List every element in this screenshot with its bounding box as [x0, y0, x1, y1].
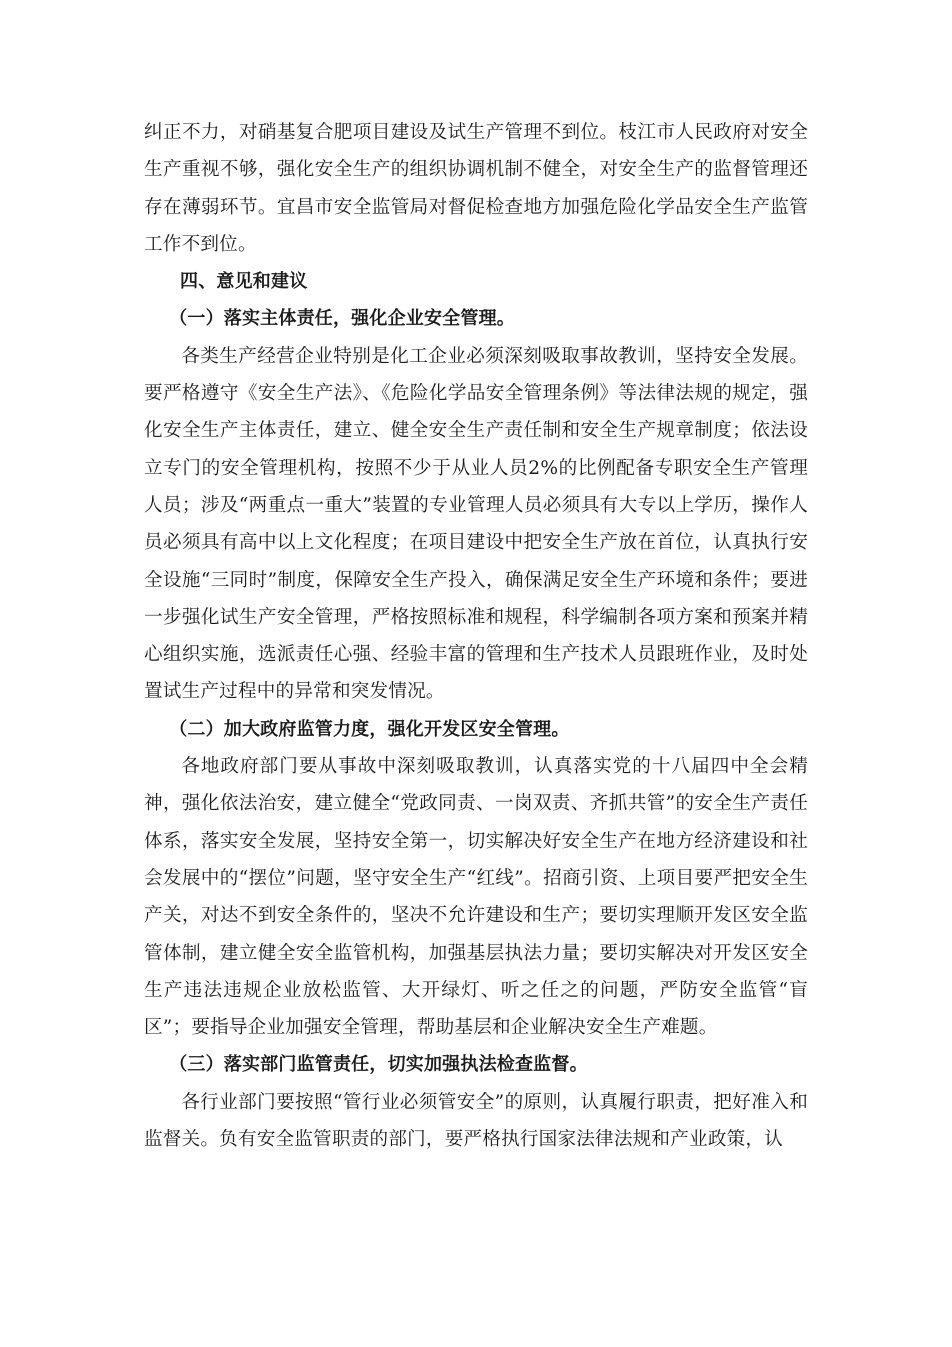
paragraph-enterprise-responsibility: 各类生产经营企业特别是化工企业必须深刻吸取事故教训，坚持安全发展。要严格遵守《安全生产法》、《危险化学品安全管理条例》等法律法规的规定，强化安全生产主体责任，建立、健全安全生产责任制和安全生产规章制度；依法设立专门的安全管理机构，按照不少于从业人员2%的比例配备专职安全生产管理人员；涉及“两重点一重大”装置的专业管理人员必须具有大专以上学历，操作人员必须具有高中以上文化程度；在项目建设中把安全生产放在首位，认真执行安全设施“三同时”制度，保障安全生产投入，确保满足安全生产环境和条件；要进一步强化试生产安全管理，严格按照标准和规程，科学编制各项方案和预案并精心组织实施，选派责任心强、经验丰富的管理和生产技术人员跟班作业，及时处置试生产过程中的异常和突发情况。 [144, 345, 808, 703]
subheading-enterprise-responsibility: （一）落实主体责任，强化企业安全管理。 [169, 308, 515, 330]
paragraph-accountability: 纠正不力，对硝基复合肥项目建设及试生产管理不到位。枝江市人民政府对安全生产重视不够，强化安全生产的组织协调机制不健全，对安全生产的监督管理还存在薄弱环节。宜昌市安全监管局对督促检查地方加强危险化学品安全生产监管工作不到位。 [144, 122, 808, 255]
paragraph-government-supervision: 各地政府部门要从事故中深刻吸取教训，认真落实党的十八届四中全会精神，强化依法治安，建立健全“党政同责、一岗双责、齐抓共管”的安全生产责任体系，落实安全发展，坚持安全第一，切实解决好安全生产在地方经济建设和社会发展中的“摆位”问题，坚守安全生产“红线”。招商引资、上项目要严把安全生产关，对达不到安全条件的，坚决不允许建设和生产；要切实理顺开发区安全监管体制，建立健全安全监管机构，加强基层执法力量；要切实解决对开发区安全生产违法违规企业放松监管、大开绿灯、听之任之的问题，严防安全监管“盲区”；要指导企业加强安全管理，帮助基层和企业解决安全生产难题。 [144, 756, 808, 1039]
subheading-government-supervision: （二）加大政府监管力度，强化开发区安全管理。 [169, 718, 570, 740]
paragraph-department-supervision: 各行业部门要按照“管行业必须管安全”的原则，认真履行职责，把好准入和监督关。负有安全监管职责的部门，要严格执行国家法律法规和产业政策，认 [144, 1091, 808, 1151]
document-page [144, 114, 808, 1158]
subheading-department-supervision: （三）落实部门监管责任，切实加强执法检查监督。 [169, 1054, 588, 1076]
section-heading-suggestions: 四、意见和建议 [180, 271, 308, 293]
